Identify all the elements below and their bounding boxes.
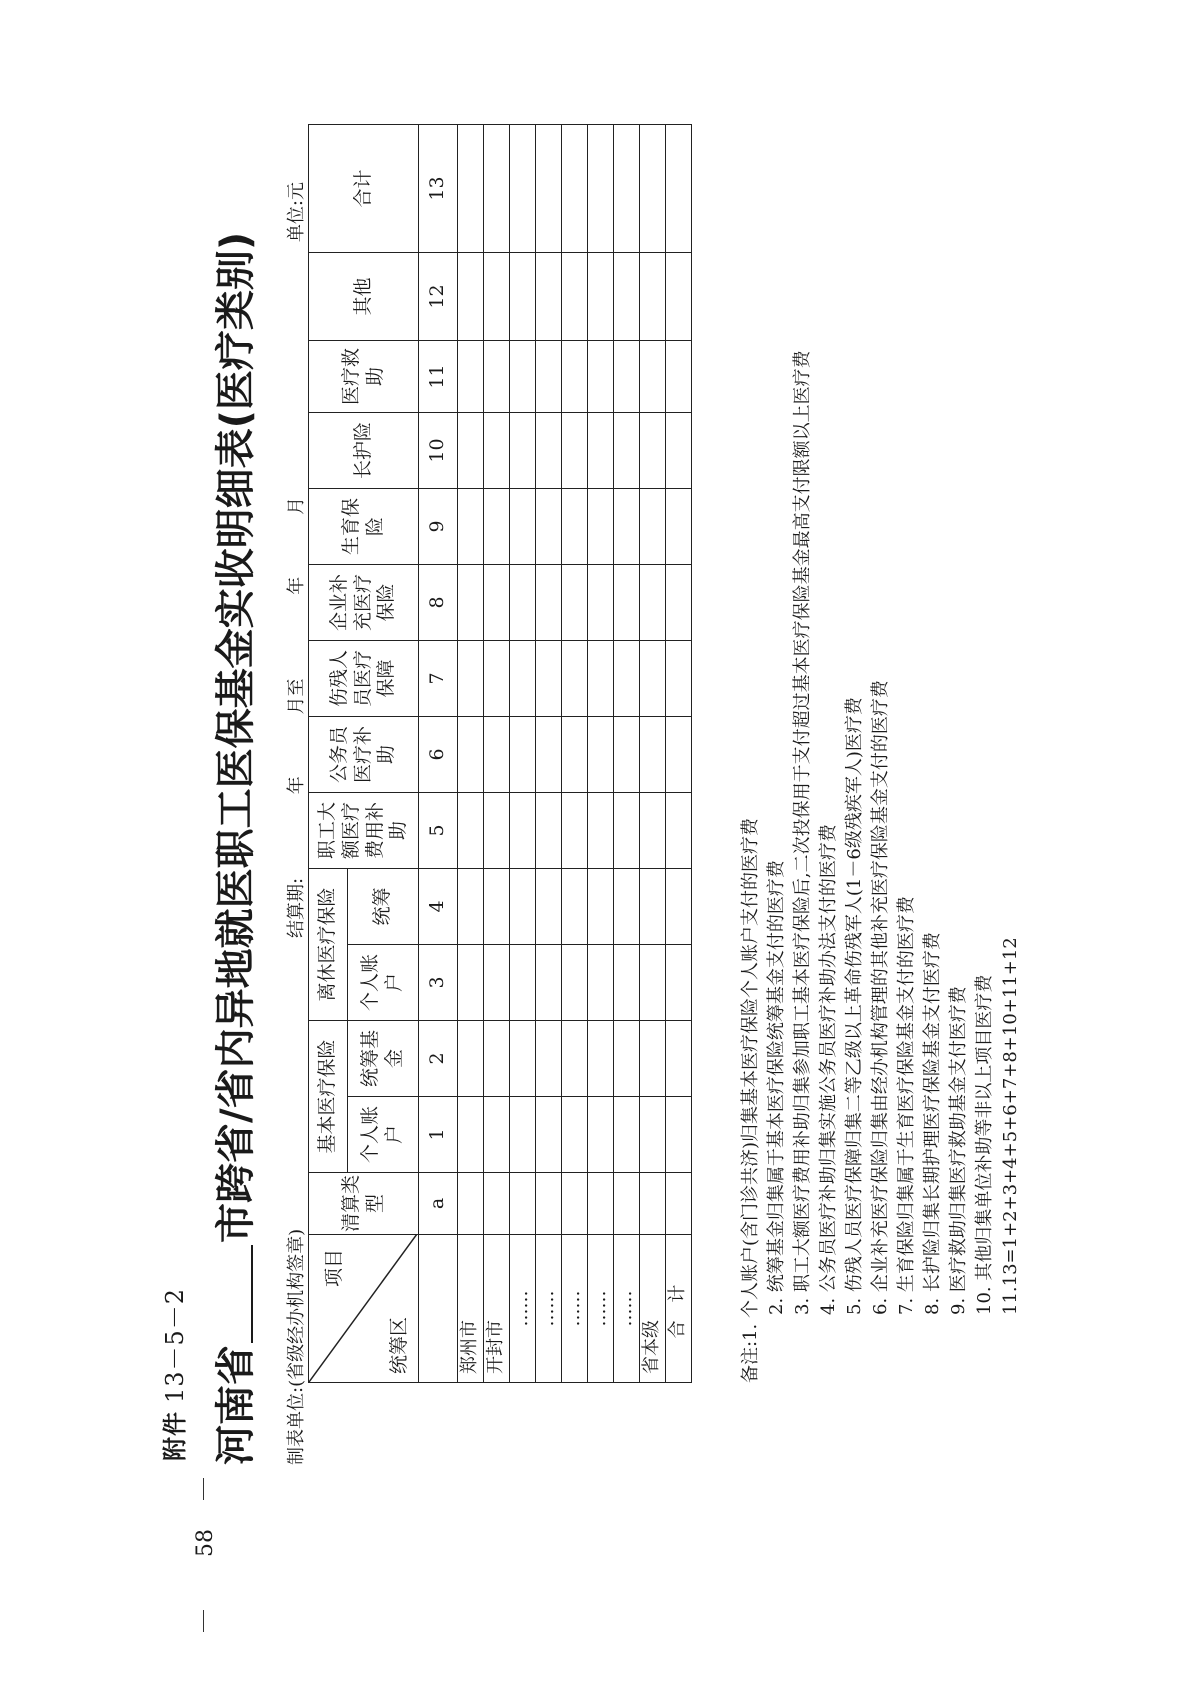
table-cell	[484, 944, 510, 1020]
table-cell	[458, 252, 484, 340]
table-cell	[484, 488, 510, 564]
table-cell	[614, 252, 640, 340]
title-blank-underline	[250, 1245, 253, 1343]
table-cell	[510, 1173, 536, 1235]
table-cell	[536, 640, 562, 716]
table-cell	[614, 340, 640, 412]
note-line: 10. 其他归集单位补助等非以上项目医疗费	[974, 974, 995, 1315]
row-label: 郑州市	[458, 1235, 484, 1383]
index-cell: 10	[419, 412, 458, 488]
table-cell	[458, 1097, 484, 1173]
table-cell	[510, 716, 536, 792]
table-cell	[510, 124, 536, 252]
table-cell	[666, 488, 692, 564]
table-cell	[458, 640, 484, 716]
col-header-total: 合计	[309, 124, 419, 252]
table-cell	[484, 1097, 510, 1173]
note-line: 6. 企业补充医疗保险归集由经办机构管理的其他补充医疗保险基金支付的医疗费	[870, 680, 891, 1315]
table-cell	[562, 792, 588, 868]
col-header-qingsuan: 清算类型	[309, 1173, 419, 1235]
table-cell	[562, 944, 588, 1020]
period-year2: 年	[286, 576, 307, 595]
row-label: 开封市	[484, 1235, 510, 1383]
table-cell	[458, 488, 484, 564]
table-cell	[588, 868, 614, 944]
note-line: 4. 公务员医疗补助归集实施公务员医疗补助办法支付的医疗费	[818, 824, 839, 1315]
table-cell	[562, 252, 588, 340]
table-cell	[588, 252, 614, 340]
col-header-enterprise: 企业补充医疗保险	[309, 564, 419, 640]
index-cell: 5	[419, 792, 458, 868]
table-cell	[536, 1173, 562, 1235]
table-cell	[640, 1097, 666, 1173]
index-cell: 7	[419, 640, 458, 716]
index-cell: 13	[419, 124, 458, 252]
column-index-row	[419, 124, 458, 1382]
row-label: ……	[588, 1235, 614, 1383]
page-title	[205, 165, 261, 1465]
table-cell	[458, 340, 484, 412]
table-cell	[640, 564, 666, 640]
table-row	[562, 124, 588, 1382]
table-cell	[458, 792, 484, 868]
table-cell	[536, 488, 562, 564]
group-header-basic: 基本医疗保险	[309, 1020, 348, 1172]
table-cell	[640, 944, 666, 1020]
table-cell	[484, 340, 510, 412]
table-cell	[614, 124, 640, 252]
table-cell	[666, 716, 692, 792]
index-cell: a	[419, 1173, 458, 1235]
note-line: 3. 职工大额医疗费用补助归集参加职工基本医疗保险后,二次投保用于支付超过基本医疗保险基金最高支付限额以上医疗费	[792, 350, 813, 1315]
col-header-assistance: 医疗救助	[309, 340, 419, 412]
table-cell	[588, 564, 614, 640]
table-cell	[458, 868, 484, 944]
table-cell	[588, 412, 614, 488]
table-cell	[588, 488, 614, 564]
row-label: 合 计	[666, 1235, 692, 1383]
index-cell: 12	[419, 252, 458, 340]
title-main: 市跨省/省内异地就医职工医保基金实收明细表(医疗类别)	[213, 231, 259, 1243]
table-cell	[510, 488, 536, 564]
table-cell	[640, 1020, 666, 1096]
table-cell	[562, 716, 588, 792]
table-cell	[562, 1020, 588, 1096]
col-header-disabled: 伤残人员医疗保障	[309, 640, 419, 716]
corner-label-region: 统筹区	[388, 1316, 411, 1374]
table-cell	[510, 1020, 536, 1096]
note-line: 8. 长护险归集长期护理医疗保险基金支付医疗费	[922, 932, 943, 1315]
table-cell	[562, 340, 588, 412]
table-cell	[510, 792, 536, 868]
table-cell	[588, 340, 614, 412]
table-cell	[666, 792, 692, 868]
note-line: 2. 统筹基金归集属于基本医疗保险统筹基金支付的医疗费	[766, 860, 787, 1315]
table-row	[536, 124, 562, 1382]
table-cell	[536, 1097, 562, 1173]
table-cell	[640, 412, 666, 488]
note-line: 备注:1. 个人账户(含门诊共济)归集基本医疗保险个人账户支付的医疗费	[740, 817, 761, 1383]
fund-detail-table	[308, 124, 692, 1383]
col-header-retired-pooled: 统筹	[348, 868, 419, 944]
table-cell	[666, 124, 692, 252]
table-cell	[666, 252, 692, 340]
col-header-civil-servant: 公务员医疗补助	[309, 716, 419, 792]
table-row	[510, 124, 536, 1382]
table-cell	[536, 792, 562, 868]
table-cell	[458, 564, 484, 640]
table-cell	[458, 716, 484, 792]
table-cell	[640, 1173, 666, 1235]
settlement-period	[282, 497, 308, 938]
table-cell	[614, 564, 640, 640]
row-label: ……	[536, 1235, 562, 1383]
table-cell	[588, 944, 614, 1020]
table-cell	[588, 1020, 614, 1096]
table-cell	[588, 124, 614, 252]
table-cell	[562, 564, 588, 640]
table-body	[458, 124, 692, 1382]
index-cell: 11	[419, 340, 458, 412]
notes-block	[738, 183, 1024, 1383]
table-cell	[588, 640, 614, 716]
table-cell	[510, 252, 536, 340]
table-cell	[562, 1097, 588, 1173]
table-cell	[484, 1173, 510, 1235]
table-cell	[562, 124, 588, 252]
table-cell	[666, 1097, 692, 1173]
index-cell: 1	[419, 1097, 458, 1173]
row-label: ……	[510, 1235, 536, 1383]
corner-label-item: 项目	[323, 1249, 345, 1288]
table-cell	[588, 792, 614, 868]
table-cell	[562, 640, 588, 716]
attachment-heading	[155, 1288, 190, 1461]
table-cell	[562, 412, 588, 488]
table-cell	[484, 564, 510, 640]
page-number-text: 58	[192, 1529, 218, 1557]
table-cell	[588, 1173, 614, 1235]
group-header-retired: 离休医疗保险	[309, 868, 348, 1020]
table-cell	[484, 412, 510, 488]
period-month2: 月	[286, 496, 307, 515]
table-cell	[562, 1173, 588, 1235]
table-row	[458, 124, 484, 1382]
index-cell: 2	[419, 1020, 458, 1096]
table-cell	[614, 868, 640, 944]
table-cell	[588, 716, 614, 792]
table-cell	[614, 640, 640, 716]
note-line: 9. 医疗救助归集医疗救助基金支付医疗费	[948, 986, 969, 1315]
table-cell	[614, 412, 640, 488]
table-row	[640, 124, 666, 1382]
table-cell	[536, 1020, 562, 1096]
table-cell	[666, 868, 692, 944]
table-cell	[536, 944, 562, 1020]
col-header-pooled-fund: 统筹基金	[348, 1020, 419, 1096]
table-cell	[510, 412, 536, 488]
table-cell	[666, 412, 692, 488]
table-cell	[458, 1020, 484, 1096]
row-label: ……	[562, 1235, 588, 1383]
note-line: 7. 生育保险归集属于生育医疗保险基金支付的医疗费	[896, 896, 917, 1315]
table-cell	[484, 716, 510, 792]
table-cell	[484, 252, 510, 340]
index-cell: 6	[419, 716, 458, 792]
table-cell	[562, 488, 588, 564]
table-cell	[510, 564, 536, 640]
table-cell	[510, 1097, 536, 1173]
table-cell	[640, 488, 666, 564]
table-cell	[458, 944, 484, 1020]
period-label: 结算期:	[286, 877, 307, 938]
note-line: 11.13=1+2+3+4+5+6+7+8+10+11+12	[1000, 937, 1021, 1315]
table-cell	[536, 252, 562, 340]
col-header-large-medical: 职工大额医疗费用补助	[309, 792, 419, 868]
table-cell	[458, 124, 484, 252]
table-cell	[536, 716, 562, 792]
table-cell	[536, 564, 562, 640]
row-label: 省本级	[640, 1235, 666, 1383]
index-cell: 8	[419, 564, 458, 640]
col-header-retired-personal: 个人账户	[348, 944, 419, 1020]
table-cell	[510, 944, 536, 1020]
table-cell	[484, 868, 510, 944]
table-cell	[510, 868, 536, 944]
table-cell	[614, 716, 640, 792]
index-cell: 9	[419, 488, 458, 564]
table-row	[588, 124, 614, 1382]
period-year1: 年	[286, 776, 307, 795]
table-cell	[666, 340, 692, 412]
period-month-to: 月至	[286, 678, 307, 715]
table-cell	[510, 640, 536, 716]
table-cell	[484, 1020, 510, 1096]
title-province: 河南省	[213, 1345, 259, 1465]
table-cell	[640, 716, 666, 792]
table-cell	[666, 640, 692, 716]
index-cell-blank	[419, 1235, 458, 1383]
corner-header-cell	[309, 1235, 419, 1383]
table-cell	[640, 792, 666, 868]
table-cell	[614, 1173, 640, 1235]
table-cell	[484, 124, 510, 252]
table-cell	[614, 1097, 640, 1173]
attachment-label: 附件	[161, 1411, 189, 1461]
table-cell	[484, 640, 510, 716]
table-cell	[536, 340, 562, 412]
table-cell	[614, 1020, 640, 1096]
col-header-personal-account: 个人账户	[348, 1097, 419, 1173]
table-cell	[588, 1097, 614, 1173]
col-header-maternity: 生育保险	[309, 488, 419, 564]
index-cell: 3	[419, 944, 458, 1020]
table-cell	[640, 868, 666, 944]
table-cell	[666, 944, 692, 1020]
table-cell	[536, 124, 562, 252]
table-cell	[614, 792, 640, 868]
table-cell	[510, 340, 536, 412]
table-row	[484, 124, 510, 1382]
table-cell	[562, 868, 588, 944]
table-cell	[666, 1173, 692, 1235]
col-header-other: 其他	[309, 252, 419, 340]
issuing-unit-label: 制表单位:(省级经办机构签章)	[286, 1228, 307, 1465]
table-cell	[640, 340, 666, 412]
table-cell	[666, 1020, 692, 1096]
col-header-ltc: 长护险	[309, 412, 419, 488]
table-row	[666, 124, 692, 1382]
table-cell	[640, 640, 666, 716]
table-cell	[666, 564, 692, 640]
attachment-number: 13－5－2	[161, 1287, 189, 1403]
table-cell	[614, 488, 640, 564]
table-cell	[458, 1173, 484, 1235]
table-cell	[536, 868, 562, 944]
table-cell	[640, 252, 666, 340]
index-cell: 4	[419, 868, 458, 944]
table-cell	[458, 412, 484, 488]
table-row	[614, 124, 640, 1382]
note-line: 5. 伤残人员医疗保障归集二等乙级以上革命伤残军人(1－6级残疾军人)医疗费	[844, 697, 865, 1315]
table-cell	[484, 792, 510, 868]
table-cell	[640, 124, 666, 252]
row-label: ……	[614, 1235, 640, 1383]
currency-unit: 单位:元	[286, 182, 307, 243]
table-cell	[536, 412, 562, 488]
table-cell	[614, 944, 640, 1020]
